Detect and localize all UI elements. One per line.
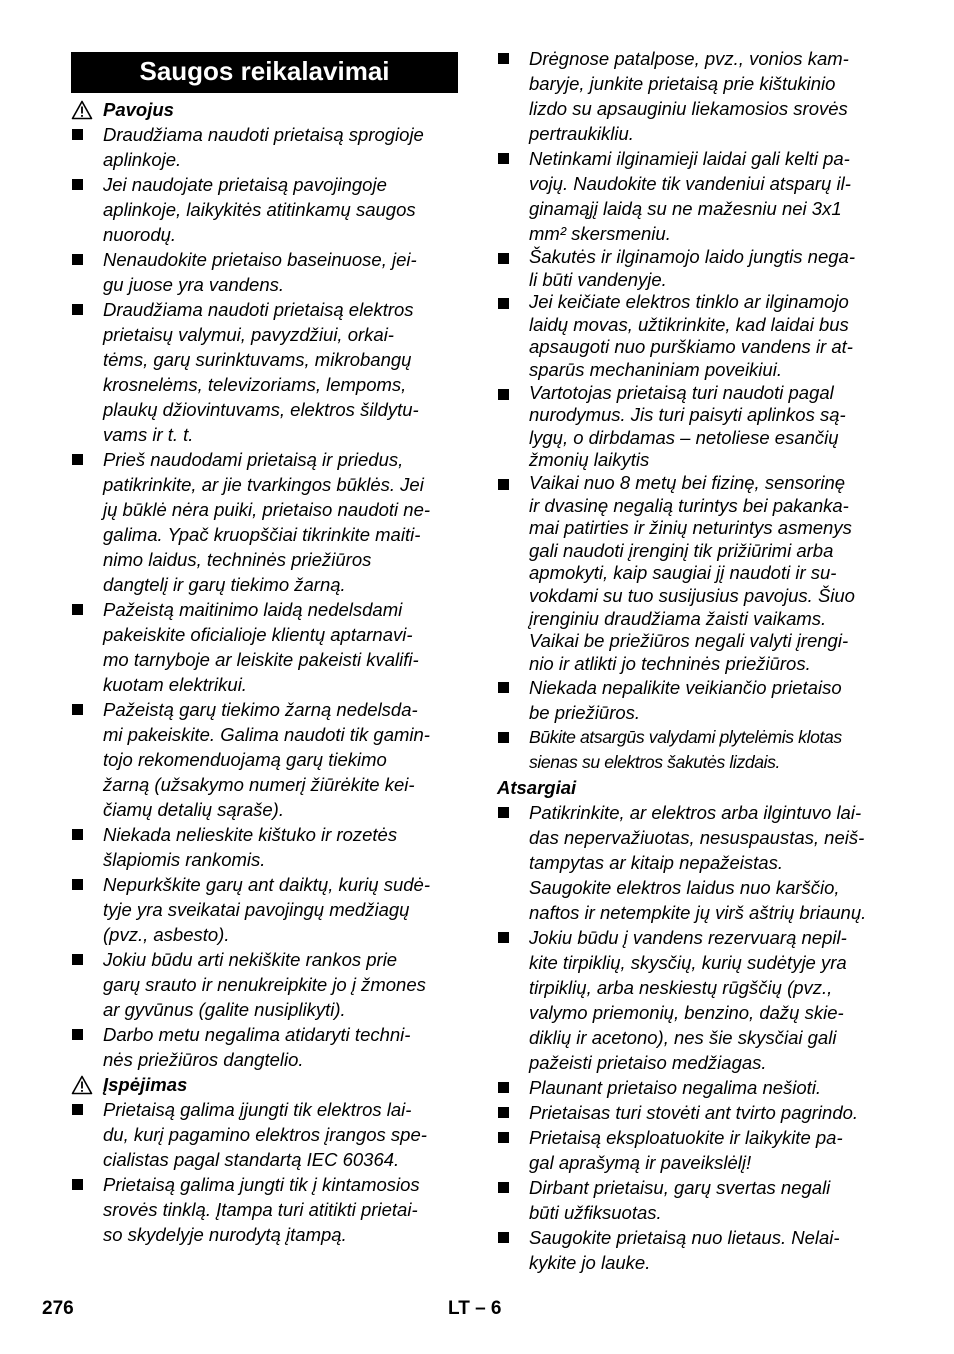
list-item: Pažeistą maitinimo laidą nedelsdami pakeiskite oficialioje klientų aptarnavi- mo tarnyboje ar leiskite pakeisti kvalifi- kuotam elektrikui. bbox=[71, 597, 458, 697]
right-list-a bbox=[497, 46, 887, 246]
warning-triangle-icon bbox=[71, 1075, 93, 1095]
bullet-icon bbox=[72, 129, 83, 140]
language-page-label: LT – 6 bbox=[448, 1298, 502, 1319]
bullet-icon bbox=[498, 298, 509, 309]
list-item: Vartotojas prietaisą turi naudoti pagal nurodymus. Jis turi paisyti aplinkos są- lygų, o dirbdamas – netoliese esančių žmonių laikytis bbox=[497, 382, 887, 472]
bullet-icon bbox=[498, 682, 509, 693]
list-item: Jei keičiate elektros tinklo ar ilginamojo laidų movas, užtikrinkite, kad laidai bus apsaugoti nuo purškiamo vandens ir at- sparūs mechaniniam poveikiui. bbox=[497, 291, 887, 381]
list-item: Netinkami ilginamieji laidai gali kelti pa- vojų. Naudokite tik vandeniui atsparų il- ginamąjį laidą su ne mažesniu nei 3x1 mm² skersmeniu. bbox=[497, 146, 887, 246]
bullet-icon bbox=[72, 954, 83, 965]
bullet-icon bbox=[498, 1107, 509, 1118]
warning-list bbox=[71, 1097, 458, 1247]
list-item: Draudžiama naudoti prietaisą sprogioje aplinkoje. bbox=[71, 122, 458, 172]
list-item: Jei naudojate prietaisą pavojingoje aplinkoje, laikykitės atitinkamų saugos nuorodų. bbox=[71, 172, 458, 247]
caution-heading-label: Atsargiai bbox=[497, 777, 577, 799]
right-list-c bbox=[497, 675, 887, 775]
danger-list bbox=[71, 122, 458, 1072]
danger-heading bbox=[71, 97, 458, 122]
right-list-b bbox=[497, 246, 887, 675]
left-column bbox=[71, 52, 458, 1247]
list-item: Nepurkškite garų ant daiktų, kurių sudė- tyje yra sveikatai pavojingų medžiagų (pvz., asbesto). bbox=[71, 872, 458, 947]
danger-heading-label: Pavojus bbox=[103, 99, 174, 120]
list-item: Darbo metu negalima atidaryti techni- nės priežiūros dangtelio. bbox=[71, 1022, 458, 1072]
right-column bbox=[497, 46, 887, 1275]
list-item: Draudžiama naudoti prietaisą elektros prietaisų valymui, pavyzdžiui, orkai- tėms, garų surinktuvams, mikrobangų krosnelėms, televizoriams, lempoms, plaukų džiovintuvams, elektros šildytu- vams ir t. t. bbox=[71, 297, 458, 447]
bullet-icon bbox=[498, 1082, 509, 1093]
list-item: Nenaudokite prietaiso baseinuose, jei- gu juose yra vandens. bbox=[71, 247, 458, 297]
list-item: Jokiu būdu į vandens rezervuarą nepil- kite tirpiklių, skysčių, kurių sudėtyje yra tirpiklių, arba neskiestų rūgščių (pvz., valymo priemonių, benzino, dažų skie- diklių ir acetono), nes šie skysčiai gali pažeisti prietaiso medžiagas. bbox=[497, 925, 887, 1075]
warning-heading bbox=[71, 1072, 458, 1097]
list-item: Saugokite prietaisą nuo lietaus. Nelai- kykite jo lauke. bbox=[497, 1225, 887, 1275]
list-item: Prietaisą galima įjungti tik elektros lai- du, kurį pagamino elektros įrangos spe- cialistas pagal standartą IEC 60364. bbox=[71, 1097, 458, 1172]
bullet-icon bbox=[72, 879, 83, 890]
bullet-icon bbox=[72, 454, 83, 465]
bullet-icon bbox=[72, 254, 83, 265]
list-item: Niekada nelieskite kištuko ir rozetės šlapiomis rankomis. bbox=[71, 822, 458, 872]
bullet-icon bbox=[72, 829, 83, 840]
bullet-icon bbox=[498, 1182, 509, 1193]
list-item: Prietaisas turi stovėti ant tvirto pagrindo. bbox=[497, 1100, 887, 1125]
bullet-icon bbox=[72, 304, 83, 315]
list-item: Prietaisą galima jungti tik į kintamosios srovės tinklą. Įtampa turi atitikti prietai- so skydelyje nurodytą įtampą. bbox=[71, 1172, 458, 1247]
list-item: Drėgnose patalpose, pvz., vonios kam- baryje, junkite prietaisą prie kištukinio lizdo su apsauginiu liekamosios srovės pertraukikliu. bbox=[497, 46, 887, 146]
bullet-icon bbox=[498, 807, 509, 818]
bullet-icon bbox=[72, 1104, 83, 1115]
bullet-icon bbox=[72, 1179, 83, 1190]
bullet-icon bbox=[72, 604, 83, 615]
list-item: Patikrinkite, ar elektros arba ilgintuvo lai- das nepervažiuotas, nesuspaustas, neiš- tampytas ar kitaip nepažeistas. Saugokite elektros laidus nuo karščio, naftos ir netempkite jų virš aštrių briaunų. bbox=[497, 800, 887, 925]
list-item: Prietaisą eksploatuokite ir laikykite pa- gal aprašymą ir paveikslėlį! bbox=[497, 1125, 887, 1175]
list-item: Vaikai nuo 8 metų bei fizinę, sensorinę ir dvasinę negalią turintys bei pakanka- mai patirties ir žinių neturintys asmenys gali naudoti įrenginį tik prižiūrimi arba apmokyti, kaip saugiai jį naudoti ir su- vokdami su tuo susijusius pavojus. Šiuo įrenginiu draudžiama žaisti vaikams. Vaikai be priežiūros negali valyti įrengi- nio ir atlikti jo techninės priežiūros. bbox=[497, 472, 887, 675]
caution-list bbox=[497, 800, 887, 1275]
list-item: Niekada nepalikite veikiančio prietaiso be priežiūros. bbox=[497, 675, 887, 725]
bullet-icon bbox=[498, 1232, 509, 1243]
bullet-icon bbox=[498, 479, 509, 490]
list-item: Dirbant prietaisu, garų svertas negali būti užfiksuotas. bbox=[497, 1175, 887, 1225]
caution-heading bbox=[497, 775, 887, 800]
bullet-icon bbox=[498, 53, 509, 64]
warning-triangle-icon bbox=[71, 100, 93, 120]
page-title: Saugos reikalavimai bbox=[71, 52, 458, 93]
page-number: 276 bbox=[42, 1298, 74, 1319]
bullet-icon bbox=[72, 179, 83, 190]
list-item: Prieš naudodami prietaisą ir priedus, patikrinkite, ar jie tvarkingos būklės. Jei jų būklė nėra puiki, prietaiso naudoti ne- galima. Ypač kruopščiai tikrinkite maiti- nimo laidus, techninės priežiūros dangtelį ir garų tiekimo žarną. bbox=[71, 447, 458, 597]
bullet-icon bbox=[498, 932, 509, 943]
list-item: Šakutės ir ilginamojo laido jungtis nega- li būti vandenyje. bbox=[497, 246, 887, 291]
list-item: Būkite atsargūs valydami plytelėmis klotas sienas su elektros šakutės lizdais. bbox=[497, 725, 887, 775]
bullet-icon bbox=[498, 732, 509, 743]
bullet-icon bbox=[498, 153, 509, 164]
list-item: Pažeistą garų tiekimo žarną nedelsda- mi pakeiskite. Galima naudoti tik gamin- tojo rekomenduojamą garų tiekimo žarną (užsakymo numerį žiūrėkite kei- čiamų detalių sąraše). bbox=[71, 697, 458, 822]
bullet-icon bbox=[72, 704, 83, 715]
bullet-icon bbox=[72, 1029, 83, 1040]
warning-heading-label: Įspėjimas bbox=[103, 1074, 188, 1095]
bullet-icon bbox=[498, 1132, 509, 1143]
bullet-icon bbox=[498, 389, 509, 400]
bullet-icon bbox=[498, 253, 509, 264]
list-item: Plaunant prietaiso negalima nešioti. bbox=[497, 1075, 887, 1100]
list-item: Jokiu būdu arti nekiškite rankos prie garų srauto ir nenukreipkite jo į žmones ar gyvūnus (galite nusiplikyti). bbox=[71, 947, 458, 1022]
